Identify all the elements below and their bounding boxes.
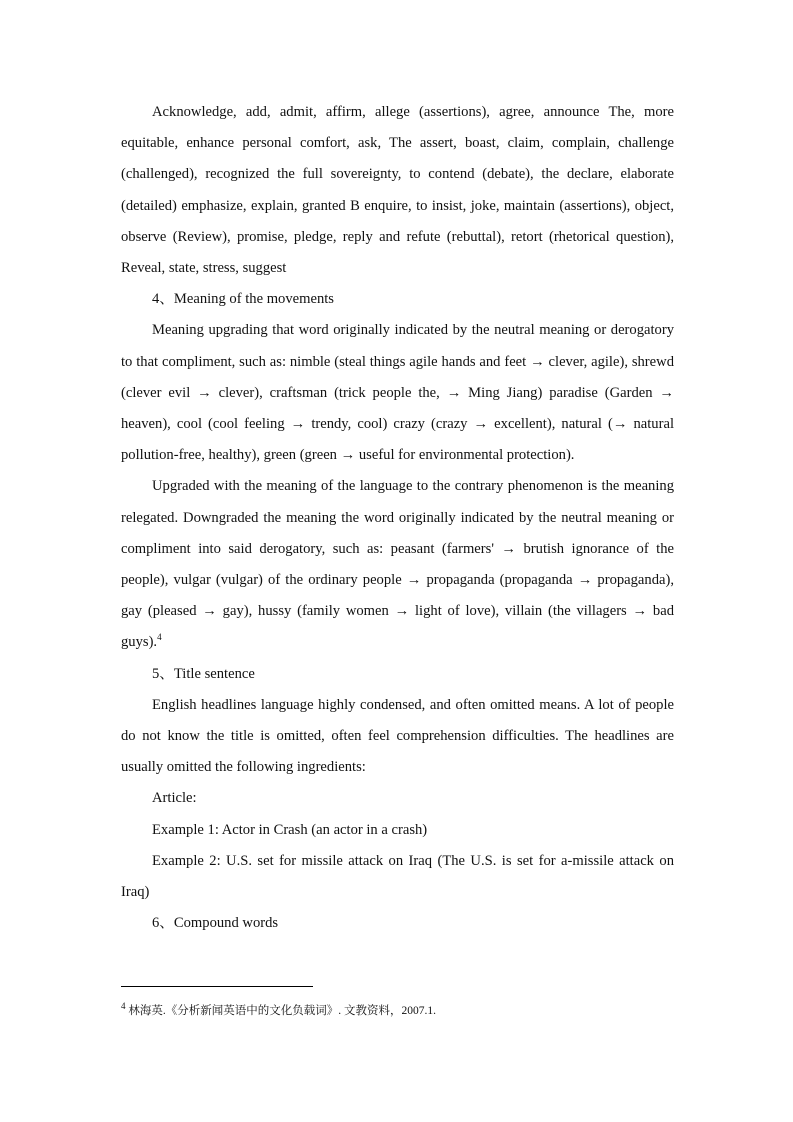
footnote-number: 4 [121,1001,126,1012]
paragraph-meaning-upgrade: Meaning upgrading that word originally indicated by the neutral meaning or derogatory to that compliment, such as: nimble (steal things agile hands and feet → clever, agile), shrewd (clever evil → clever), craftsman (trick people the, → Ming Jiang) paradise (Garden → heaven), cool (cool feeling → trendy, cool) crazy (crazy → excellent), natural (→ natural pollution-free, healthy), green (green → useful for environmental protection). [121,322,674,464]
paragraph-verbs: Acknowledge, add, admit, affirm, allege (assertions), agree, announce The, more equitable, enhance personal comfort, ask, The assert, boast, claim, complain, challenge (challenged), recognized the full sovereignty, to contend (debate), the declare, elaborate (detailed) emphasize, explain, granted B enquire, to insist, joke, maintain (assertions), object, observe (Review), promise, pledge, reply and refute (rebuttal), retort (rhetorical question), Reveal, state, stress, suggest [121,104,674,277]
paragraph-article: Article: [152,790,197,807]
paragraph-example-1: Example 1: Actor in Crash (an actor in a crash) [152,821,428,838]
footnote-divider [121,986,313,987]
paragraph-example-2: Example 2: U.S. set for missile attack on Iraq (The U.S. is set for a-missile attack on Iraq) [121,852,674,901]
paragraph-meaning-downgrade [121,471,674,658]
document-body [121,97,674,939]
footnote-text: 林海英.《分析新闻英语中的文化负载词》. 文教资料，2007.1. [128,1005,436,1017]
footnote-reference: 4 [157,632,162,643]
section-heading-6: 6、Compound words [152,915,279,932]
paragraph-headlines: English headlines language highly condensed, and often omitted means. A lot of people do not know the title is omitted, often feel comprehension difficulties. The headlines are usually omitted the following ingredients: [121,696,674,776]
footnote [121,1002,674,1018]
paragraph-downgrade-text: Upgraded with the meaning of the language to the contrary phenomenon is the meaning relegated. Downgraded the meaning the word originally indicated by the neutral meaning or compliment into said derogatory, such as: peasant (farmers' → brutish ignorance of the people), vulgar (vulgar) of the ordinary people → propaganda (propaganda → propaganda), gay (pleased → gay), hussy (family women → light of love), villain (the villagers → bad guys). [121,478,674,651]
section-heading-4: 4、Meaning of the movements [152,291,334,308]
section-heading-5: 5、Title sentence [152,665,255,682]
